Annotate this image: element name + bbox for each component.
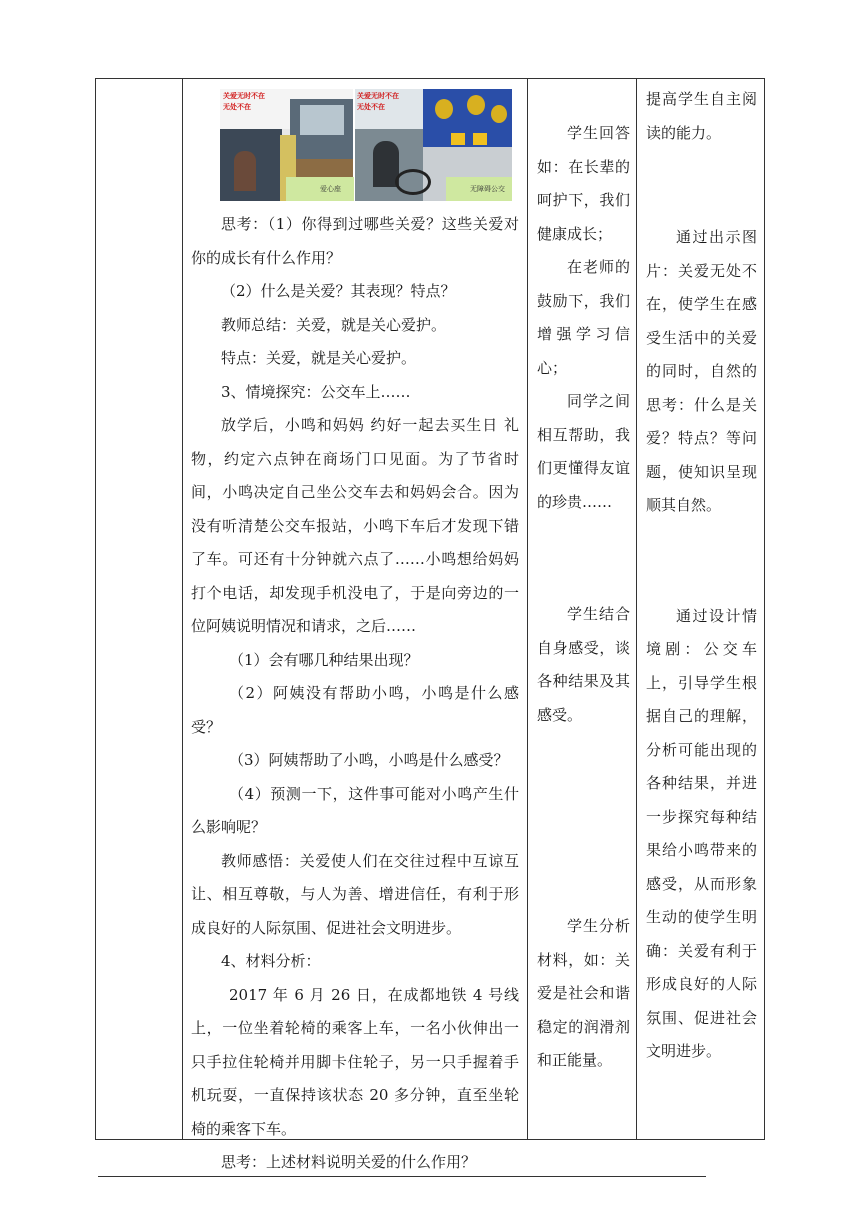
photo-caption: 关爱无时不在 <box>223 91 265 100</box>
photo-tag-band <box>286 177 354 201</box>
scenario-question-1: （1）会有哪几种结果出现？ <box>229 650 419 669</box>
section-heading-3: 3、情境探究：公交车上…… <box>221 382 411 401</box>
photo-caption: 无处不在 <box>357 102 385 111</box>
section-heading-4: 4、材料分析： <box>221 952 321 970</box>
photo-tag: 无障碍公交 <box>470 185 505 193</box>
lesson-table <box>95 78 765 1171</box>
scenario-question-3: （3）阿姨帮助了小鸣，小鸣是什么感受？ <box>229 751 509 769</box>
think-question-1: 思考：（1）你得到过哪些关爱？这些关爱对你的成长有什么作用？ <box>191 215 519 267</box>
photo-collage <box>220 89 512 201</box>
photo-caption: 关爱无时不在 <box>357 91 399 100</box>
intent-reading: 提高学生自主阅读的能力。 <box>646 90 757 142</box>
material-text: 2017 年 6 月 26 日，在成都地铁 4 号线上，一位坐着轮椅的乘客上车，一名小伙伸出一只手拉住轮椅并用脚卡住轮子，另一只手握着手机玩耍，一直保持该状态 20 多分钟，直至坐轮椅的乘客下车。 <box>191 985 519 1138</box>
student-answer-3: 同学之间相互帮助，我们更懂得友谊的珍贵…… <box>537 392 630 511</box>
design-intent-column <box>637 79 765 1069</box>
intent-pictures: 通过出示图片：关爱无处不在，使学生在感受生活中的关爱的同时，自然的思考：什么是关爱？特点？等问题，使知识呈现顺其自然。 <box>646 228 757 514</box>
student-activity-column <box>528 79 636 1078</box>
photo-caption: 无处不在 <box>223 102 251 111</box>
scenario-story: 放学后，小鸣和妈妈 约好一起去买生日 礼物，约定六点钟在商场门口见面。为了节省时间，小鸣决定自己坐公交车去和妈妈会合。因为没有听清楚公交车报站，小鸣下车后才发现下错了车。可还有十分钟就六点了……小鸣想给妈妈打个电话，却发现手机没电了，于是向旁边的一位阿姨说明情况和请求，之后…… <box>191 416 519 635</box>
teacher-summary: 教师总结：关爱，就是关心爱护。 <box>221 315 447 334</box>
scenario-question-4: （4）预测一下，这件事可能对小鸣产生什么影响呢？ <box>191 784 519 836</box>
think-question-2: （2）什么是关爱？其表现？特点？ <box>221 282 456 300</box>
characteristics: 特点：关爱，就是关心爱护。 <box>221 349 417 367</box>
teacher-reflection: 教师感悟：关爱使人们在交往过程中互谅互让、相互尊敬，与人为善、增进信任，有利于形成良好的人际氛围、促进社会文明进步。 <box>191 851 519 937</box>
teaching-process-column <box>182 79 527 1180</box>
student-reflection: 学生结合自身感受，谈各种结果及其感受。 <box>537 605 630 724</box>
scenario-question-2: （2）阿姨没有帮助小鸣，小鸣是什么感受？ <box>191 684 519 736</box>
photo-tag-band <box>446 177 512 201</box>
think-question-material: 思考：上述材料说明关爱的什么作用？ <box>221 1153 477 1171</box>
footer-rule <box>98 1176 706 1177</box>
student-answer-1: 学生回答如：在长辈的呵护下，我们健康成长； <box>537 124 630 243</box>
photo-tag: 爱心座 <box>320 185 341 193</box>
student-answer-2: 在老师的鼓励下，我们增强学习信心； <box>537 258 630 377</box>
student-analysis: 学生分析材料，如：关爱是社会和谐稳定的润滑剂和正能量。 <box>537 917 630 1069</box>
intent-scenario: 通过设计情境剧：公交车上，引导学生根据自己的理解，分析可能出现的各种结果，并进一步探究每种结果给小鸣带来的感受，从而形象生动的使学生明确：关爱有利于形成良好的人际氛围、促进社会文明进步。 <box>646 606 757 1060</box>
